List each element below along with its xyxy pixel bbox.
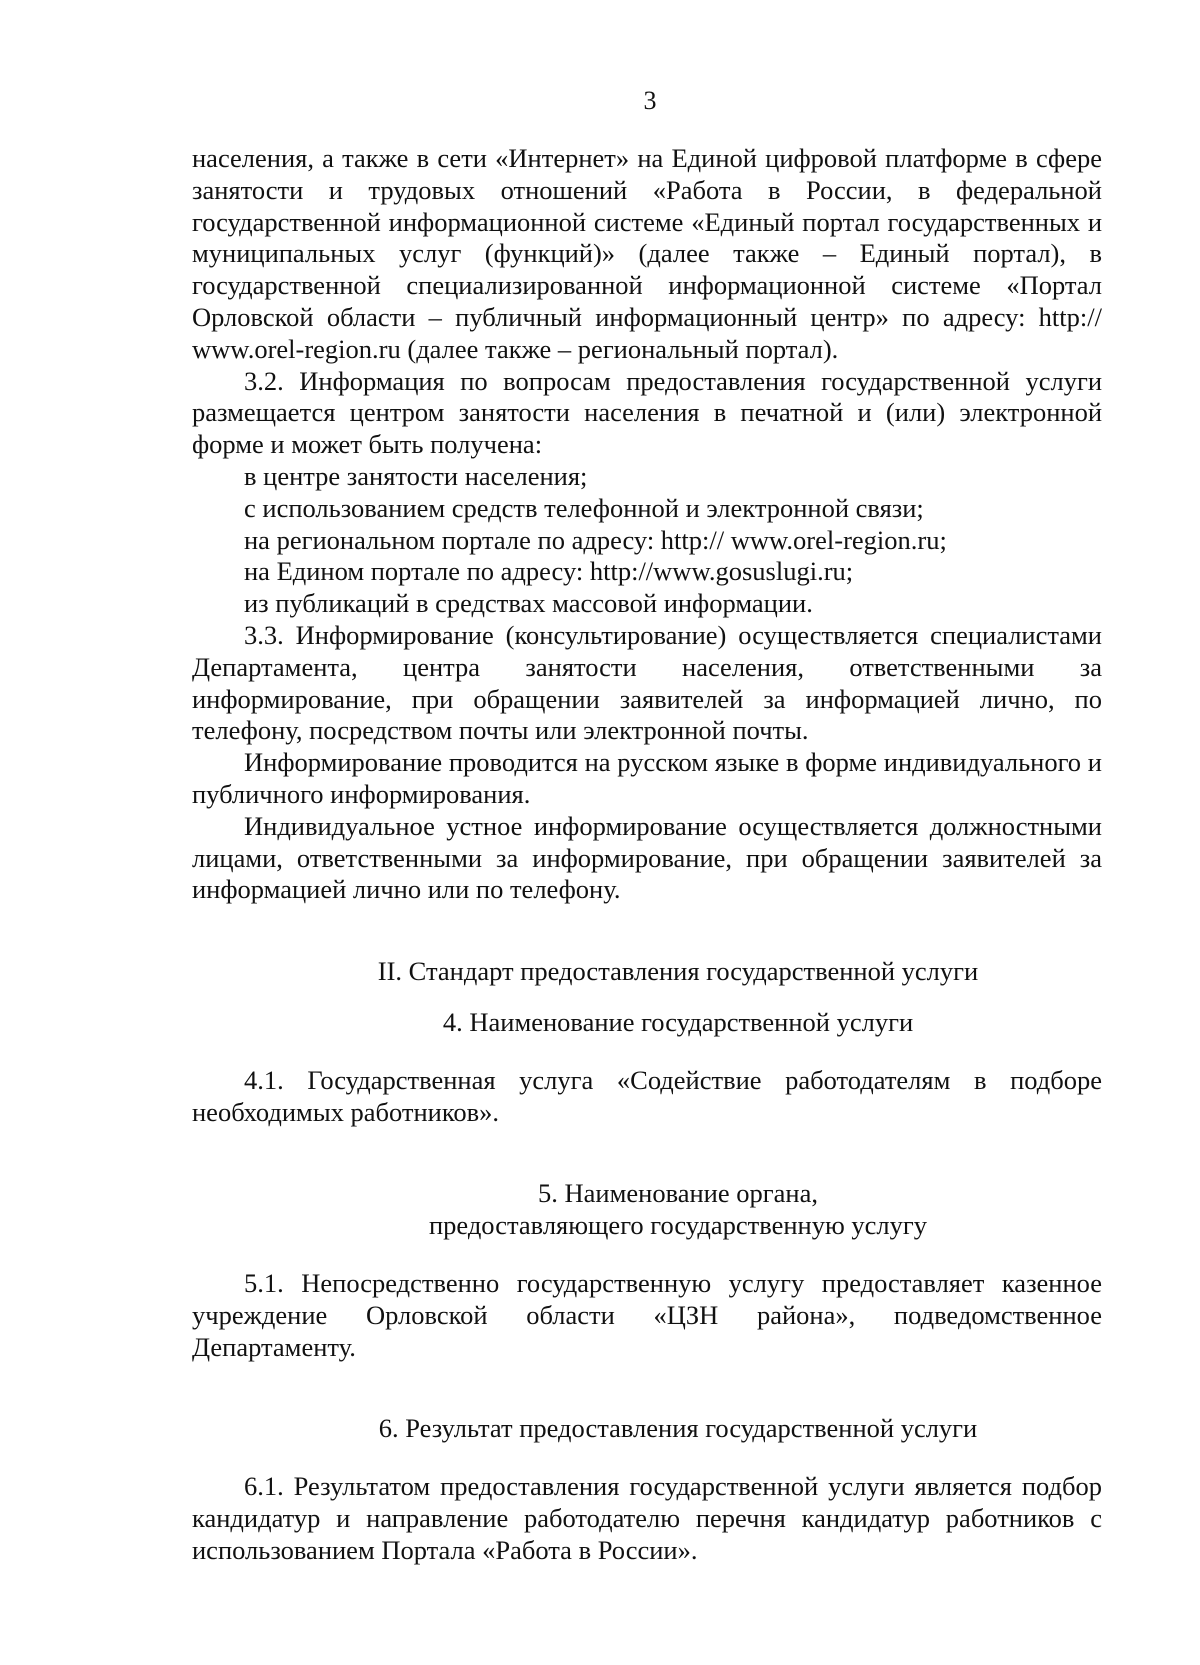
paragraph-continuation: населения, а также в сети «Интернет» на Единой цифровой платформе в сфере занятости и трудовых отношений «Работа в России, в федеральной государственной информационной системе «Единый портал государственных и муниципальных услуг (функций)» (далее также – Единый портал), в государственной специализированной информационной системе «Портал Орловской области – публичный информационный центр» по адресу: http:// www.orel-region.ru (далее также – региональный портал). <box>192 143 1102 364</box>
list-item-mass-media: из публикаций в средствах массовой информации. <box>244 588 813 619</box>
page-number: 3 <box>643 86 657 115</box>
heading-6: 6. Результат предоставления государственной услуги <box>378 1413 978 1444</box>
paragraph-6-1: 6.1. Результатом предоставления государственной услуги является подбор кандидатур и направление работодателю перечня кандидатур работников с использованием Портала «Работа в России». <box>192 1471 1102 1565</box>
paragraph-oral-informing: Индивидуальное устное информирование осуществляется должностными лицами, ответственными за информирование, при обращении заявителей за информацией лично или по телефону. <box>192 810 1102 905</box>
heading-5-line-1: 5. Наименование органа, <box>538 1178 818 1209</box>
heading-4: 4. Наименование государственной услуги <box>442 1006 914 1037</box>
list-item-unified-portal: на Едином портале по адресу: http://www.gosuslugi.ru; <box>244 556 854 587</box>
list-item-employment-center: в центре занятости населения; <box>244 460 588 491</box>
paragraph-3-2: 3.2. Информация по вопросам предоставления государственной услуги размещается центром занятости населения в печатной и (или) электронной форме и может быть получена: <box>192 365 1102 460</box>
paragraph-3-3: 3.3. Информирование (консультирование) осуществляется специалистами Департамента, центра занятости населения, ответственными за информирование, при обращении заявителей за информацией лично, по телефону, посредством почты или электронной почты. <box>192 619 1102 746</box>
section-ii-heading: II. Стандарт предоставления государственной услуги <box>377 956 979 987</box>
heading-5 <box>192 1178 1102 1242</box>
list-item-phone-email: с использованием средств телефонной и электронной связи; <box>244 492 924 523</box>
heading-5-line-2: предоставляющего государственную услугу <box>428 1210 927 1241</box>
paragraph-4-1: 4.1. Государственная услуга «Содействие работодателям в подборе необходимых работников». <box>192 1064 1102 1127</box>
list-item-regional-portal: на региональном портале по адресу: http:// www.orel-region.ru; <box>244 524 947 555</box>
document-body <box>192 143 1102 1566</box>
paragraph-language: Информирование проводится на русском языке в форме индивидуального и публичного информирования. <box>192 747 1102 809</box>
paragraph-5-1: 5.1. Непосредственно государственную услугу предоставляет казенное учреждение Орловской области «ЦЗН района», подведомственное Департаменту. <box>192 1267 1102 1362</box>
